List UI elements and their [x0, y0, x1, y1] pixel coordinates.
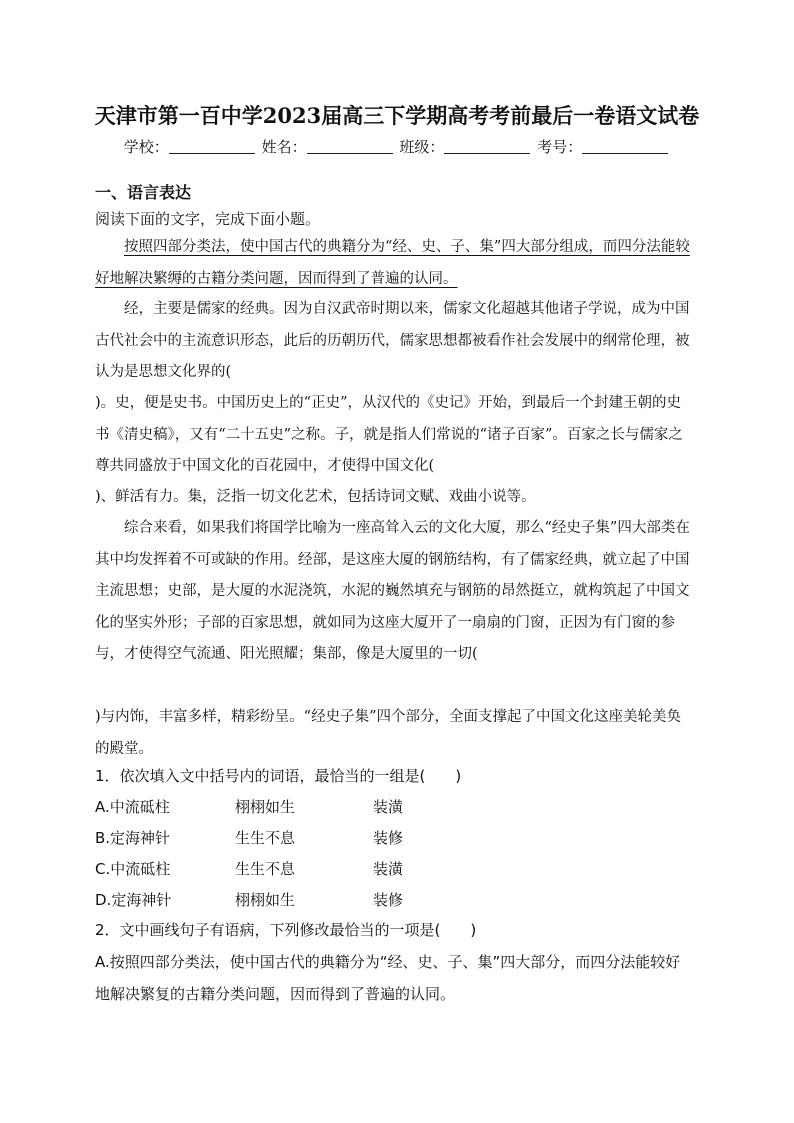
option-word-2: 生生不息 — [235, 860, 296, 878]
option-word-3: 装修 — [373, 829, 404, 847]
option-word-3: 装修 — [373, 891, 404, 909]
number-field[interactable] — [582, 139, 668, 154]
class-field[interactable] — [444, 139, 530, 154]
instruction: 阅读下面的文字，完成下面小题。 — [95, 210, 321, 228]
section-title: 一、语言表达 — [95, 183, 192, 202]
passage-paragraph: 综合来看，如果我们将国学比喻为一座高耸入云的文化大厦，那么“经史子集”四大部类在其中均发挥着不可或缺的作用。经部，是这座大厦的钢筋结构，有了儒家经典，就立起了中国主流思想；史部，是大厦的水泥浇筑，水泥的巍然填充与钢筋的昂然挺立，就构筑起了中国文化的坚实外形；子部的百家思想，就如同为这座大厦开了一扇扇的门窗，正因为有门窗的参与，才使得空气流通、阳光照耀；集部，像是大厦里的一切( — [95, 520, 690, 662]
name-field[interactable] — [307, 139, 393, 154]
option-word-1: A.中流砥柱 — [95, 798, 170, 816]
option-word-2: 栩栩如生 — [235, 798, 296, 816]
option-word-2: 栩栩如生 — [235, 891, 296, 909]
option-word-2: 生生不息 — [235, 829, 296, 847]
passage-paragraph: )、鲜活有力。集，泛指一切文化艺术，包括诗词文赋、戏曲小说等。 — [95, 489, 536, 505]
option-word-3: 装潢 — [373, 860, 404, 878]
page-title: 天津市第一百中学2023届高三下学期高考考前最后一卷语文试卷 — [94, 103, 700, 128]
passage-paragraph: )与内饰，丰富多样，精彩纷呈。“经史子集”四个部分，全面支撑起了中国文化这座美轮美奂的殿堂。 — [95, 709, 681, 757]
school-field[interactable] — [169, 139, 255, 154]
question-2-stem: 2．文中画线句子有语病，下列修改最恰当的一项是( ) — [95, 921, 477, 939]
option-word-1: D.定海神针 — [95, 891, 172, 909]
option-word-1: B.定海神针 — [95, 829, 171, 847]
option-word-1: C.中流砥柱 — [95, 860, 171, 878]
underlined-sentence: 按照四部分类法，使中国古代的典籍分为“经、史、子、集”四大部分组成，而四分法能较好地解决繁缛的古籍分类问题，因而得到了普遍的认同。 — [95, 239, 690, 287]
question-1-stem: 1．依次填入文中括号内的词语，最恰当的一组是( ) — [95, 767, 462, 785]
option-word-3: 装潢 — [373, 798, 404, 816]
question-2-option-a[interactable]: A.按照四部分类法，使中国古代的典籍分为“经、史、子、集”四大部分，而四分法能较好地解决繁复的古籍分类问题，因而得到了普遍的认同。 — [95, 953, 681, 1003]
passage-paragraph-underlined — [95, 232, 695, 295]
passage-paragraph: 经，主要是儒家的经典。因为自汉武帝时期以来，儒家文化超越其他诸子学说，成为中国古代社会中的主流意识形态，此后的历朝历代，儒家思想都被看作社会发展中的纲常伦理，被认为是思想文化界的( — [95, 301, 690, 380]
passage-paragraph: )。史，便是史书。中国历史上的“正史”，从汉代的《史记》开始，到最后一个封建王朝的史书《清史稿》，又有“二十五史”之称。子，就是指人们常说的“诸子百家”。百家之长与儒家之尊共同盛放于中国文化的百花园中，才使得中国文化( — [95, 395, 683, 474]
school-label: 学校： — [123, 138, 169, 156]
name-label: 姓名： — [261, 138, 307, 156]
student-info-line — [0, 136, 794, 157]
number-label: 考号： — [537, 138, 583, 156]
class-label: 班级： — [399, 138, 445, 156]
